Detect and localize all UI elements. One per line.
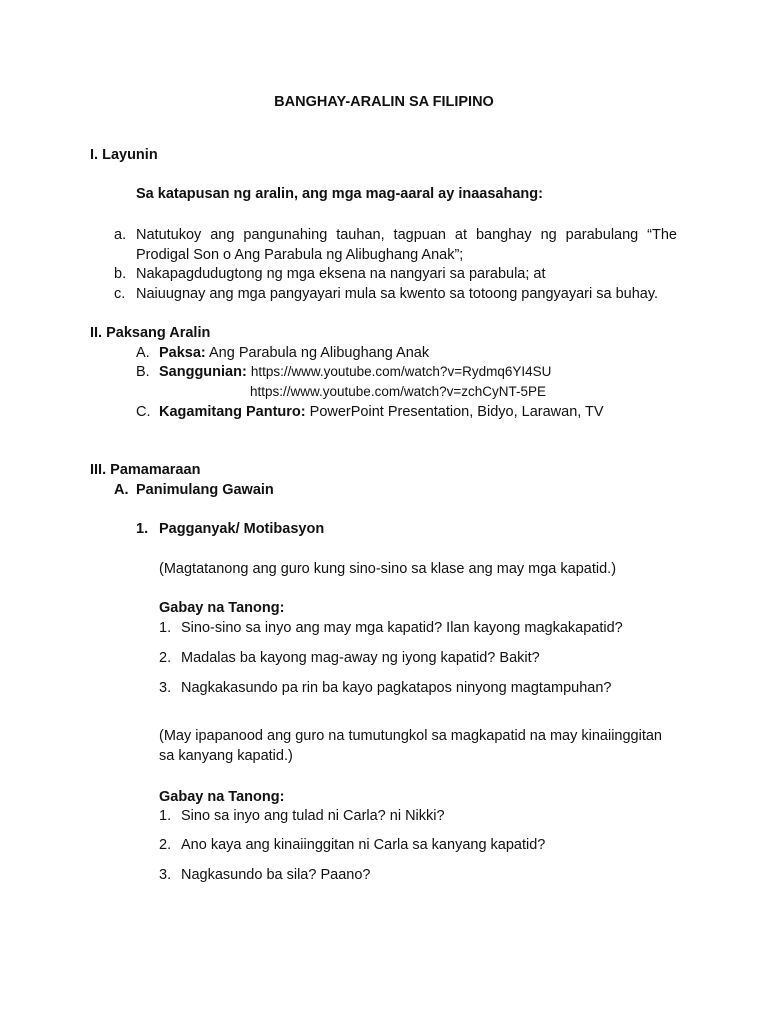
objective-marker: c. (114, 286, 126, 302)
guide-question: Sino sa inyo ang tulad ni Carla? ni Nikki? (181, 808, 445, 824)
subsection-title: Panimulang Gawain (136, 482, 274, 498)
question-marker: 2. (159, 837, 172, 853)
topic-row (159, 343, 429, 363)
guide-questions-label: Gabay na Tanong: (159, 600, 285, 616)
guide-question: Sino-sino sa inyo ang may mga kapatid? Ilan kayong magkakapatid? (181, 620, 623, 636)
materials-label: Kagamitang Panturo: (159, 404, 306, 420)
objective-marker: b. (114, 266, 127, 282)
reference-row (159, 362, 551, 382)
topic-value: Ang Parabula ng Alibughang Anak (209, 345, 430, 361)
document-title: BANGHAY-ARALIN SA FILIPINO (274, 94, 494, 110)
reference-link[interactable]: https://www.youtube.com/watch?v=Rydmq6YI4SU (250, 364, 552, 379)
topic-label: Paksa: (159, 345, 206, 361)
materials-marker: C. (136, 404, 151, 420)
objective-text-continued: Prodigal Son o Ang Parabula ng Alibughang Anak”; (136, 247, 464, 263)
teacher-note: (May ipapanood ang guro na tumutungkol sa magkapatid na may kinaiinggitan (159, 728, 662, 744)
section-heading-paksang-aralin: II. Paksang Aralin (90, 325, 211, 341)
step-marker: 1. (136, 521, 149, 537)
question-marker: 1. (159, 620, 172, 636)
guide-question: Ano kaya ang kinaiinggitan ni Carla sa kanyang kapatid? (181, 837, 546, 853)
guide-questions-label: Gabay na Tanong: (159, 789, 285, 805)
step-title: Pagganyak/ Motibasyon (159, 521, 325, 537)
guide-question: Madalas ba kayong mag-away ng iyong kapatid? Bakit? (181, 650, 540, 666)
objective-text: Naiuugnay ang mga pangyayari mula sa kwento sa totoong pangyayari sa buhay. (136, 286, 659, 302)
reference-label: Sanggunian: (159, 364, 247, 380)
materials-row (159, 402, 604, 422)
materials-value: PowerPoint Presentation, Bidyo, Larawan, TV (309, 404, 604, 420)
question-marker: 3. (159, 680, 172, 696)
question-marker: 2. (159, 650, 172, 666)
teacher-note-continued: sa kanyang kapatid.) (159, 748, 293, 764)
section-heading-pamamaraan: III. Pamamaraan (90, 462, 201, 478)
reference-link[interactable]: https://www.youtube.com/watch?v=zchCyNT-5PE (250, 384, 546, 399)
objective-text: Nakapagdudugtong ng mga eksena na nangyari sa parabula; at (136, 266, 546, 282)
guide-question: Nagkasundo ba sila? Paano? (181, 867, 371, 883)
objective-marker: a. (114, 227, 127, 243)
reference-marker: B. (136, 364, 150, 380)
teacher-note: (Magtatanong ang guro kung sino-sino sa klase ang may mga kapatid.) (159, 561, 617, 577)
topic-marker: A. (136, 345, 150, 361)
question-marker: 3. (159, 867, 172, 883)
guide-question: Nagkakasundo pa rin ba kayo pagkatapos ninyong magtampuhan? (181, 680, 612, 696)
section-heading-layunin: I. Layunin (90, 147, 158, 163)
objectives-intro: Sa katapusan ng aralin, ang mga mag-aaral ay inaasahang: (136, 186, 543, 202)
objective-text: Natutukoy ang pangunahing tauhan, tagpuan at banghay ng parabulang “The (136, 227, 677, 243)
question-marker: 1. (159, 808, 172, 824)
subsection-marker: A. (114, 482, 129, 498)
